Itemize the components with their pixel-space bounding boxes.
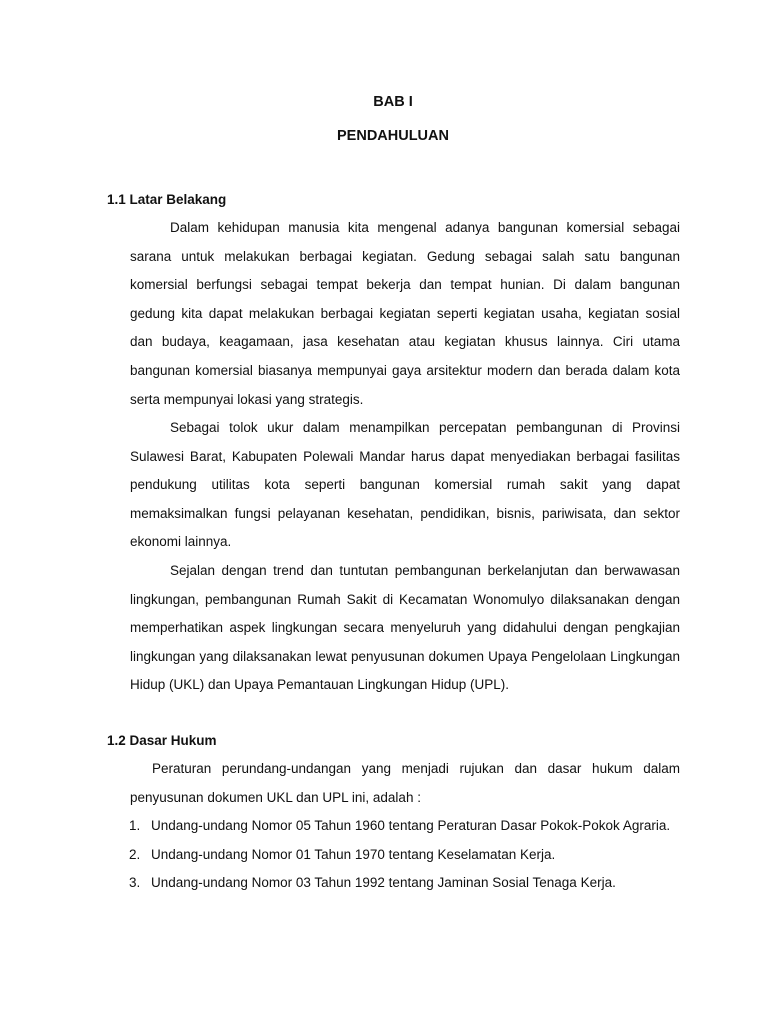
paragraph-dasar-hukum-intro: Peraturan perundang-undangan yang menjadi rujukan dan dasar hukum dalam penyusunan dokumen UKL dan UPL ini, adalah :	[130, 761, 680, 805]
paragraph-latar-belakang-3: Sejalan dengan trend dan tuntutan pembangunan berkelanjutan dan berwawasan lingkungan, pembangunan Rumah Sakit di Kecamatan Wonomulyo dilaksanakan dengan memperhatikan aspek lingkungan secara menyeluruh yang didahului dengan pengkajian lingkungan yang dilaksanakan lewat penyusunan dokumen Upaya Pengelolaan Lingkungan Hidup (UKL) dan Upaya Pemantauan Lingkungan Hidup (UPL).	[130, 563, 680, 693]
section-heading-dasar-hukum: 1.2 Dasar Hukum	[107, 733, 217, 748]
list-item	[107, 812, 680, 841]
section-heading-latar-belakang: 1.1 Latar Belakang	[107, 192, 227, 207]
chapter-title: PENDAHULUAN	[337, 128, 449, 144]
list-item-number: 1.	[129, 818, 141, 833]
list-item	[107, 869, 680, 898]
list-item-number: 2.	[129, 846, 141, 862]
list-item-text: Undang-undang Nomor 01 Tahun 1970 tentang Keselamatan Kerja.	[151, 846, 556, 862]
chapter-number: BAB I	[373, 94, 413, 110]
list-item-number: 3.	[129, 875, 141, 891]
list-item	[107, 841, 680, 870]
paragraph-latar-belakang-1: Dalam kehidupan manusia kita mengenal adanya bangunan komersial sebagai sarana untuk melakukan berbagai kegiatan. Gedung sebagai salah satu bangunan komersial berfungsi sebagai tempat bekerja dan tempat hunian. Di dalam bangunan gedung kita dapat melakukan berbagai kegiatan seperti kegiatan usaha, kegiatan sosial dan budaya, keagamaan, jasa kesehatan atau kegiatan khusus lainnya. Ciri utama bangunan komersial biasanya mempunyai gaya arsitektur modern dan berada dalam kota serta mempunyai lokasi yang strategis.	[130, 220, 680, 407]
paragraph-latar-belakang-2: Sebagai tolok ukur dalam menampilkan percepatan pembangunan di Provinsi Sulawesi Barat, Kabupaten Polewali Mandar harus dapat menyediakan berbagai fasilitas pendukung utilitas kota seperti bangunan komersial rumah sakit yang dapat memaksimalkan fungsi pelayanan kesehatan, pendidikan, bisnis, pariwisata, dan sektor ekonomi lainnya.	[130, 420, 680, 550]
law-list	[107, 812, 680, 898]
list-item-text: Undang-undang Nomor 05 Tahun 1960 tentang Peraturan Dasar Pokok-Pokok Agraria.	[151, 818, 671, 833]
list-item-text: Undang-undang Nomor 03 Tahun 1992 tentang Jaminan Sosial Tenaga Kerja.	[151, 875, 616, 891]
